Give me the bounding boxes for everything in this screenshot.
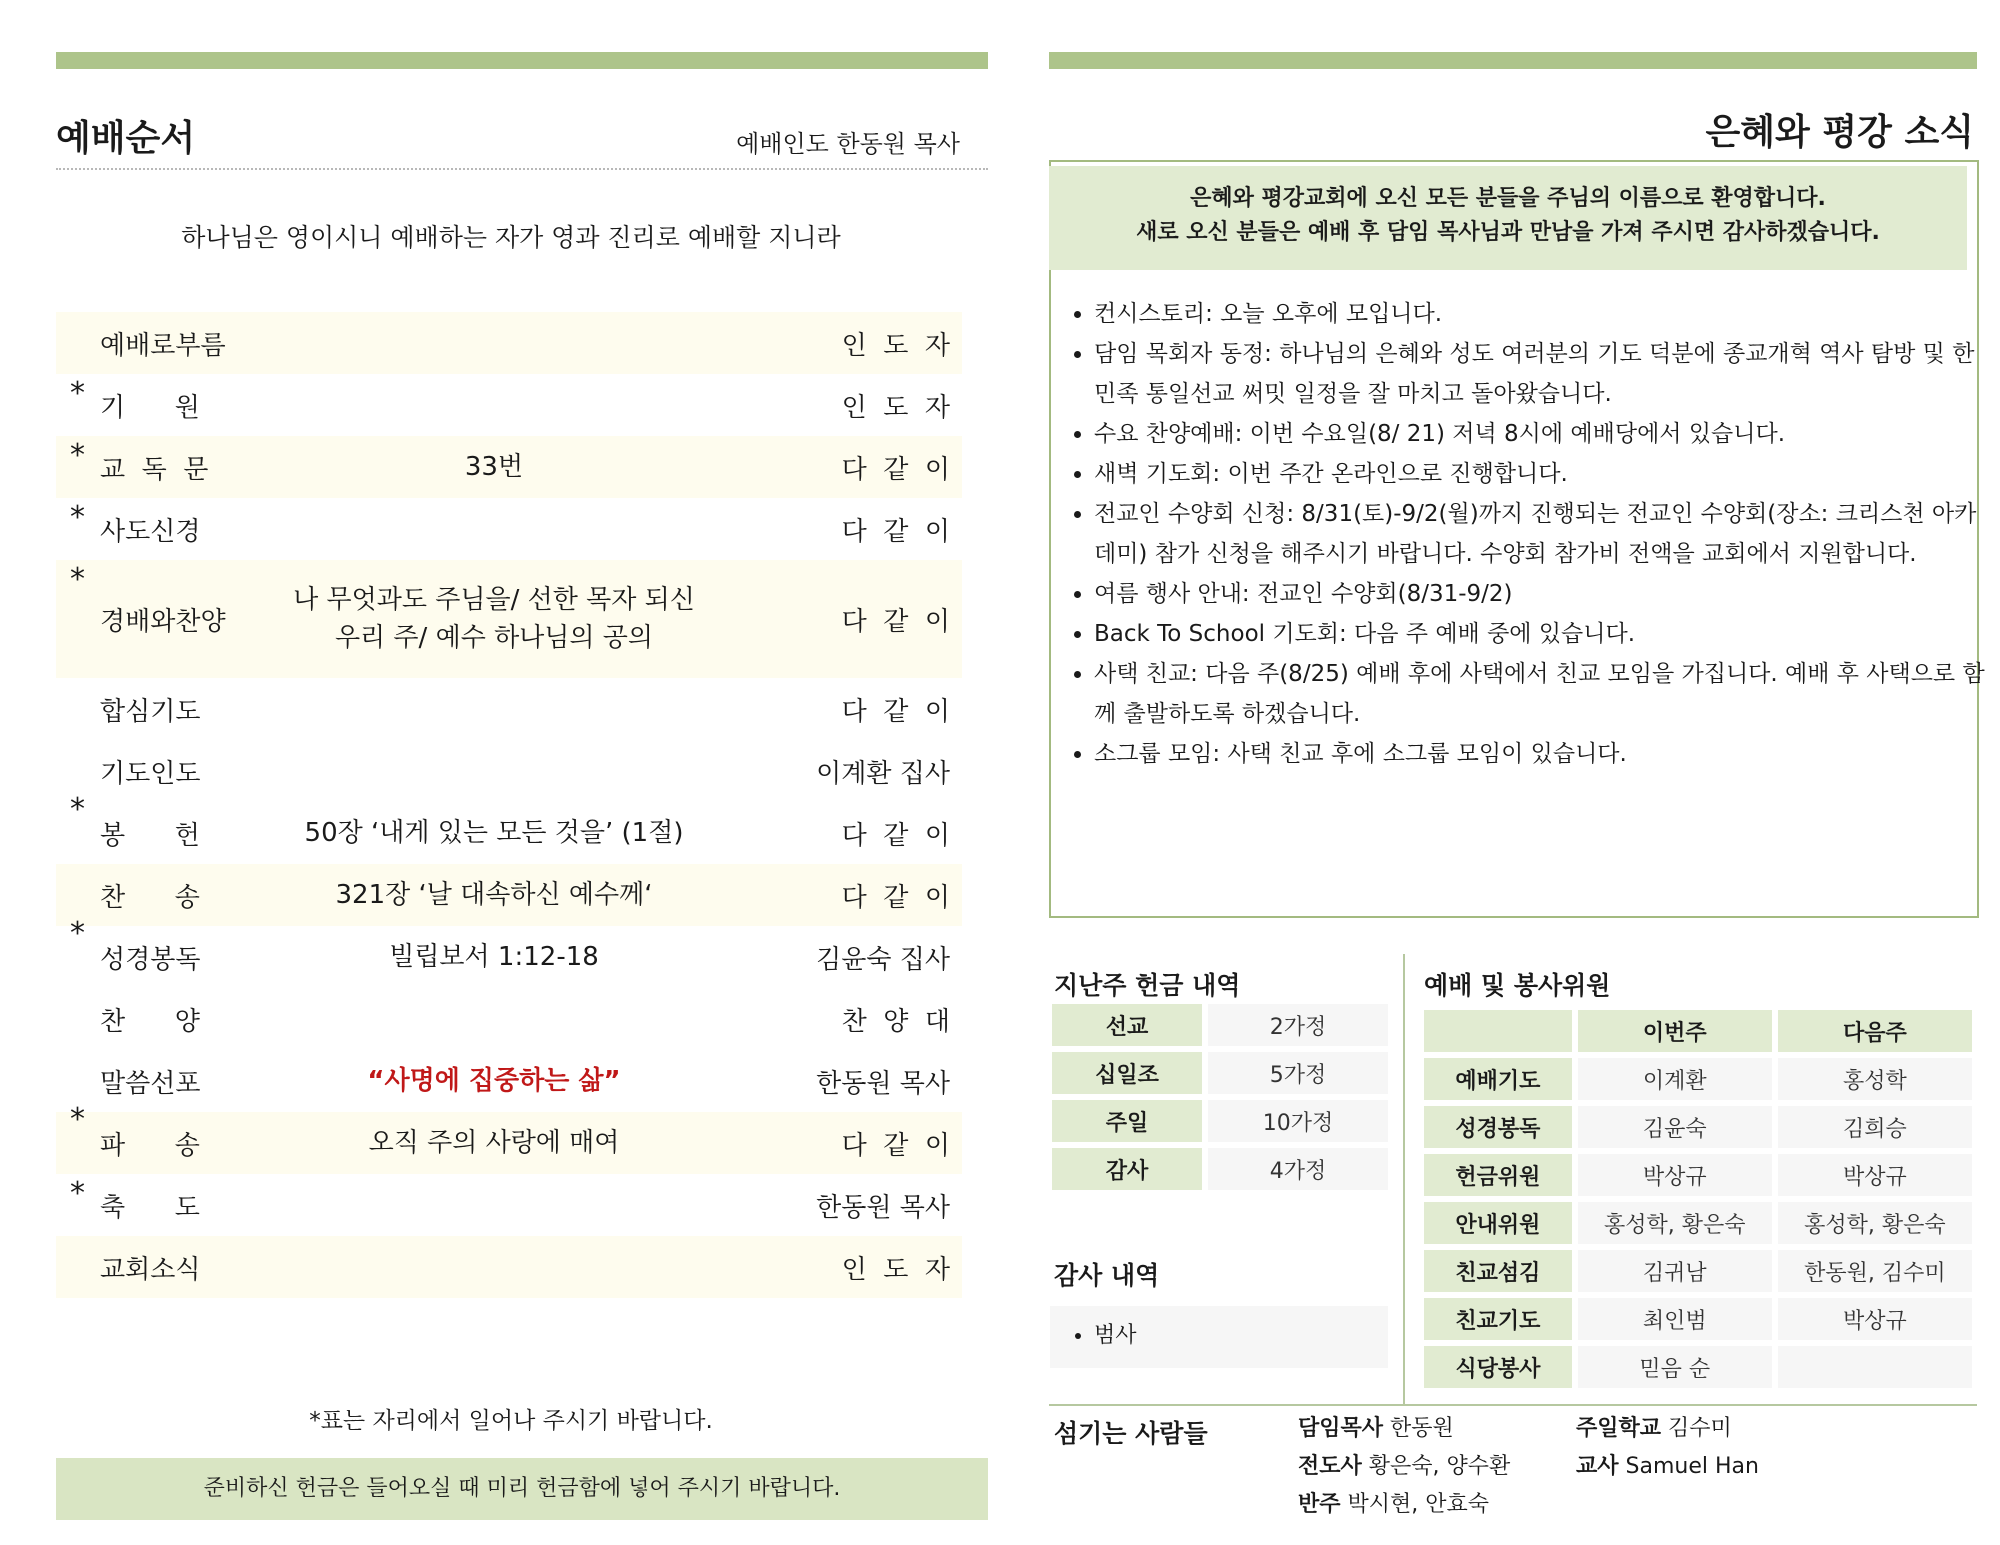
staff-name: 박시현, 안효숙	[1347, 1492, 1490, 1517]
standing-marker: *	[70, 1176, 85, 1211]
service-this-week: 김윤숙	[1578, 1106, 1772, 1148]
order-item-title: 찬 송	[100, 882, 200, 913]
offering-row	[1052, 1052, 1388, 1094]
offering-row	[1052, 1100, 1388, 1142]
staff-entry	[1298, 1486, 1510, 1524]
thanks-list	[1062, 1312, 1137, 1360]
offering-value: 10가정	[1208, 1100, 1388, 1142]
service-next-week: 박상규	[1778, 1298, 1972, 1340]
service-this-week: 박상규	[1578, 1154, 1772, 1196]
standing-marker: *	[70, 792, 85, 827]
order-item-title: 찬 양	[100, 1006, 200, 1037]
service-this-week: 김귀남	[1578, 1250, 1772, 1292]
staff-role: 담임목사	[1298, 1416, 1384, 1441]
service-row	[1424, 1298, 1972, 1340]
offering-value: 4가정	[1208, 1148, 1388, 1190]
offering-label: 감사	[1052, 1148, 1202, 1190]
staff-column-2	[1576, 1410, 1759, 1486]
staff-heading: 섬기는 사람들	[1054, 1419, 1208, 1448]
order-item-detail-line: 321장 ‘날 대속하신 예수께‘	[335, 880, 653, 910]
order-row	[56, 916, 962, 988]
offering-row	[1052, 1148, 1388, 1190]
order-item-title: 파 송	[100, 1130, 200, 1161]
service-header-next-week: 다음주	[1778, 1010, 1972, 1052]
order-item-leader: 이계환 집사	[816, 758, 950, 789]
staff-entry	[1576, 1410, 1759, 1448]
order-item-title: 교 독 문	[100, 454, 209, 485]
service-role: 예배기도	[1424, 1058, 1572, 1100]
order-item-leader: 다 같 이	[841, 820, 950, 851]
left-header-bar	[56, 52, 988, 69]
order-row	[56, 864, 962, 926]
service-this-week: 믿음 순	[1578, 1346, 1772, 1388]
order-item-title: 경배와찬양	[100, 606, 226, 637]
service-header-this-week: 이번주	[1578, 1010, 1772, 1052]
title-divider	[56, 168, 988, 170]
order-row	[56, 560, 962, 678]
order-item-leader: 다 같 이	[841, 606, 950, 637]
order-row	[56, 740, 962, 802]
order-item-leader: 찬 양 대	[841, 1006, 950, 1037]
order-item-detail-line: 빌립보서 1:12-18	[389, 942, 599, 972]
order-item-title: 성경봉독	[100, 944, 201, 975]
order-row	[56, 312, 962, 374]
standing-marker: *	[70, 376, 85, 411]
order-item-leader: 인 도 자	[841, 330, 950, 361]
order-item-detail-line: 50장 ‘내게 있는 모든 것을’ (1절)	[304, 818, 684, 848]
standing-marker: *	[70, 438, 85, 473]
order-row	[56, 374, 962, 436]
news-item: • 컨시스토리: 오늘 오후에 모입니다.	[1094, 294, 1994, 334]
service-row	[1424, 1106, 1972, 1148]
order-item-title: 사도신경	[100, 516, 201, 547]
offering-label: 선교	[1052, 1004, 1202, 1046]
order-item-leader: 인 도 자	[841, 392, 950, 423]
welcome-line-1: 은혜와 평강교회에 오신 모든 분들을 주님의 이름으로 환영합니다.	[1190, 186, 1826, 211]
staff-column-1	[1298, 1410, 1510, 1524]
order-item-title: 봉 헌	[100, 820, 200, 851]
order-item-detail-line: 33번	[464, 452, 524, 482]
staff-role: 주일학교	[1576, 1416, 1662, 1441]
service-next-week: 한동원, 김수미	[1778, 1250, 1972, 1292]
service-next-week: 홍성학	[1778, 1058, 1972, 1100]
order-item-detail-line: 나 무엇과도 주님을/ 선한 목자 되신	[293, 585, 695, 615]
order-item-title: 합심기도	[100, 696, 201, 727]
service-role: 안내위원	[1424, 1202, 1572, 1244]
news-list	[1062, 294, 1994, 774]
order-row	[56, 498, 962, 560]
standing-marker: *	[70, 500, 85, 535]
staff-name: 김수미	[1668, 1416, 1732, 1441]
worship-leader: 예배인도 한동원 목사	[736, 130, 960, 158]
scripture-verse: 하나님은 영이시니 예배하는 자가 영과 진리로 예배할 지니라	[181, 223, 841, 252]
order-item-leader: 다 같 이	[841, 1130, 950, 1161]
offering-heading: 지난주 헌금 내역	[1054, 971, 1241, 1000]
news-item: • 수요 찬양예배: 이번 수요일(8/ 21) 저녁 8시에 예배당에서 있습니다.	[1094, 414, 1994, 454]
news-title: 은혜와 평강 소식	[1705, 112, 1974, 153]
staff-role: 교사	[1576, 1454, 1619, 1479]
thanks-item: • 범사	[1094, 1312, 1137, 1360]
service-role: 성경봉독	[1424, 1106, 1572, 1148]
staff-divider	[1049, 1404, 1977, 1406]
order-item-leader: 한동원 목사	[816, 1068, 950, 1099]
order-item-leader: 다 같 이	[841, 696, 950, 727]
news-item: • 전교인 수양회 신청: 8/31(토)-9/2(월)까지 진행되는 전교인 수양회(장소: 크리스천 아카데미) 참가 신청을 해주시기 바랍니다. 수양회 참가비 전액을 교회에서 지원합니다.	[1094, 494, 1994, 574]
offering-label: 십일조	[1052, 1052, 1202, 1094]
staff-entry	[1298, 1448, 1510, 1486]
order-item-leader: 다 같 이	[841, 516, 950, 547]
service-row	[1424, 1202, 1972, 1244]
order-item-title: 기도인도	[100, 758, 201, 789]
order-row	[56, 1050, 962, 1112]
worship-order-title: 예배순서	[56, 118, 196, 159]
welcome-line-2: 새로 오신 분들은 예배 후 담임 목사님과 만남을 가져 주시면 감사하겠습니다.	[1136, 220, 1880, 245]
staff-name: 황은숙, 양수환	[1368, 1454, 1511, 1479]
order-item-title: 예배로부름	[100, 330, 226, 361]
order-item-leader: 한동원 목사	[816, 1192, 950, 1223]
offering-note: 준비하신 헌금은 들어오실 때 미리 헌금함에 넣어 주시기 바랍니다.	[56, 1458, 988, 1520]
order-item-leader: 다 같 이	[841, 454, 950, 485]
staff-role: 반주	[1298, 1492, 1341, 1517]
service-role: 헌금위원	[1424, 1154, 1572, 1196]
order-item-leader: 다 같 이	[841, 882, 950, 913]
order-row	[56, 988, 962, 1050]
worship-order-list	[56, 312, 962, 1298]
news-item: • 사택 친교: 다음 주(8/25) 예배 후에 사택에서 친교 모임을 가집니다. 예배 후 사택으로 함께 출발하도록 하겠습니다.	[1094, 654, 1994, 734]
staff-role: 전도사	[1298, 1454, 1362, 1479]
news-item: • Back To School 기도회: 다음 주 예배 중에 있습니다.	[1094, 614, 1994, 654]
service-this-week: 이계환	[1578, 1058, 1772, 1100]
staff-name: 한동원	[1390, 1416, 1454, 1441]
staff-name: Samuel Han	[1625, 1454, 1759, 1479]
order-row	[56, 1236, 962, 1298]
thanks-heading: 감사 내역	[1054, 1261, 1160, 1290]
order-item-title: 말씀선포	[100, 1068, 201, 1099]
staff-entry	[1576, 1448, 1759, 1486]
news-item: • 새벽 기도회: 이번 주간 온라인으로 진행합니다.	[1094, 454, 1994, 494]
order-row	[56, 436, 962, 498]
service-next-week: 박상규	[1778, 1154, 1972, 1196]
offering-label: 주일	[1052, 1100, 1202, 1142]
service-row	[1424, 1154, 1972, 1196]
offering-value: 5가정	[1208, 1052, 1388, 1094]
order-item-title: 교회소식	[100, 1254, 201, 1285]
service-header-row	[1424, 1010, 1972, 1052]
service-role: 식당봉사	[1424, 1346, 1572, 1388]
order-item-title: 기 원	[100, 392, 200, 423]
service-role: 친교섬김	[1424, 1250, 1572, 1292]
service-row	[1424, 1250, 1972, 1292]
standing-marker: *	[70, 1102, 85, 1137]
right-header-bar	[1049, 52, 1977, 69]
column-divider	[1403, 954, 1405, 1406]
staff-entry	[1298, 1410, 1510, 1448]
order-item-detail-line: 오직 주의 사랑에 매여	[368, 1128, 620, 1158]
service-next-week: 김희승	[1778, 1106, 1972, 1148]
order-row	[56, 678, 962, 740]
service-row	[1424, 1346, 1972, 1388]
order-item-detail-line: 우리 주/ 예수 하나님의 공의	[334, 623, 654, 653]
standing-marker: *	[70, 916, 85, 951]
service-role: 친교기도	[1424, 1298, 1572, 1340]
service-next-week: 홍성학, 황은숙	[1778, 1202, 1972, 1244]
standing-marker: *	[70, 562, 85, 597]
service-this-week: 최인범	[1578, 1298, 1772, 1340]
order-row	[56, 1102, 962, 1174]
offering-table	[1046, 998, 1394, 1196]
order-item-leader: 김윤숙 집사	[816, 944, 950, 975]
news-item: • 여름 행사 안내: 전교인 수양회(8/31-9/2)	[1094, 574, 1994, 614]
service-this-week: 홍성학, 황은숙	[1578, 1202, 1772, 1244]
order-row	[56, 792, 962, 864]
order-item-detail-line: “사명에 집중하는 삶”	[367, 1066, 621, 1096]
news-item: • 소그룹 모임: 사택 친교 후에 소그룹 모임이 있습니다.	[1094, 734, 1994, 774]
service-table	[1418, 1004, 1978, 1394]
order-item-title: 축 도	[100, 1192, 200, 1223]
news-item: • 담임 목회자 동정: 하나님의 은혜와 성도 여러분의 기도 덕분에 종교개혁 역사 탐방 및 한민족 통일선교 써밋 일정을 잘 마치고 돌아왔습니다.	[1094, 334, 1994, 414]
welcome-banner	[1049, 166, 1967, 270]
service-header-blank	[1424, 1010, 1572, 1052]
offering-row	[1052, 1004, 1388, 1046]
service-next-week	[1778, 1346, 1972, 1388]
order-item-leader: 인 도 자	[841, 1254, 950, 1285]
order-row	[56, 1174, 962, 1236]
service-heading: 예배 및 봉사위원	[1424, 971, 1611, 1000]
standing-note: *표는 자리에서 일어나 주시기 바랍니다.	[309, 1408, 713, 1434]
offering-value: 2가정	[1208, 1004, 1388, 1046]
service-row	[1424, 1058, 1972, 1100]
